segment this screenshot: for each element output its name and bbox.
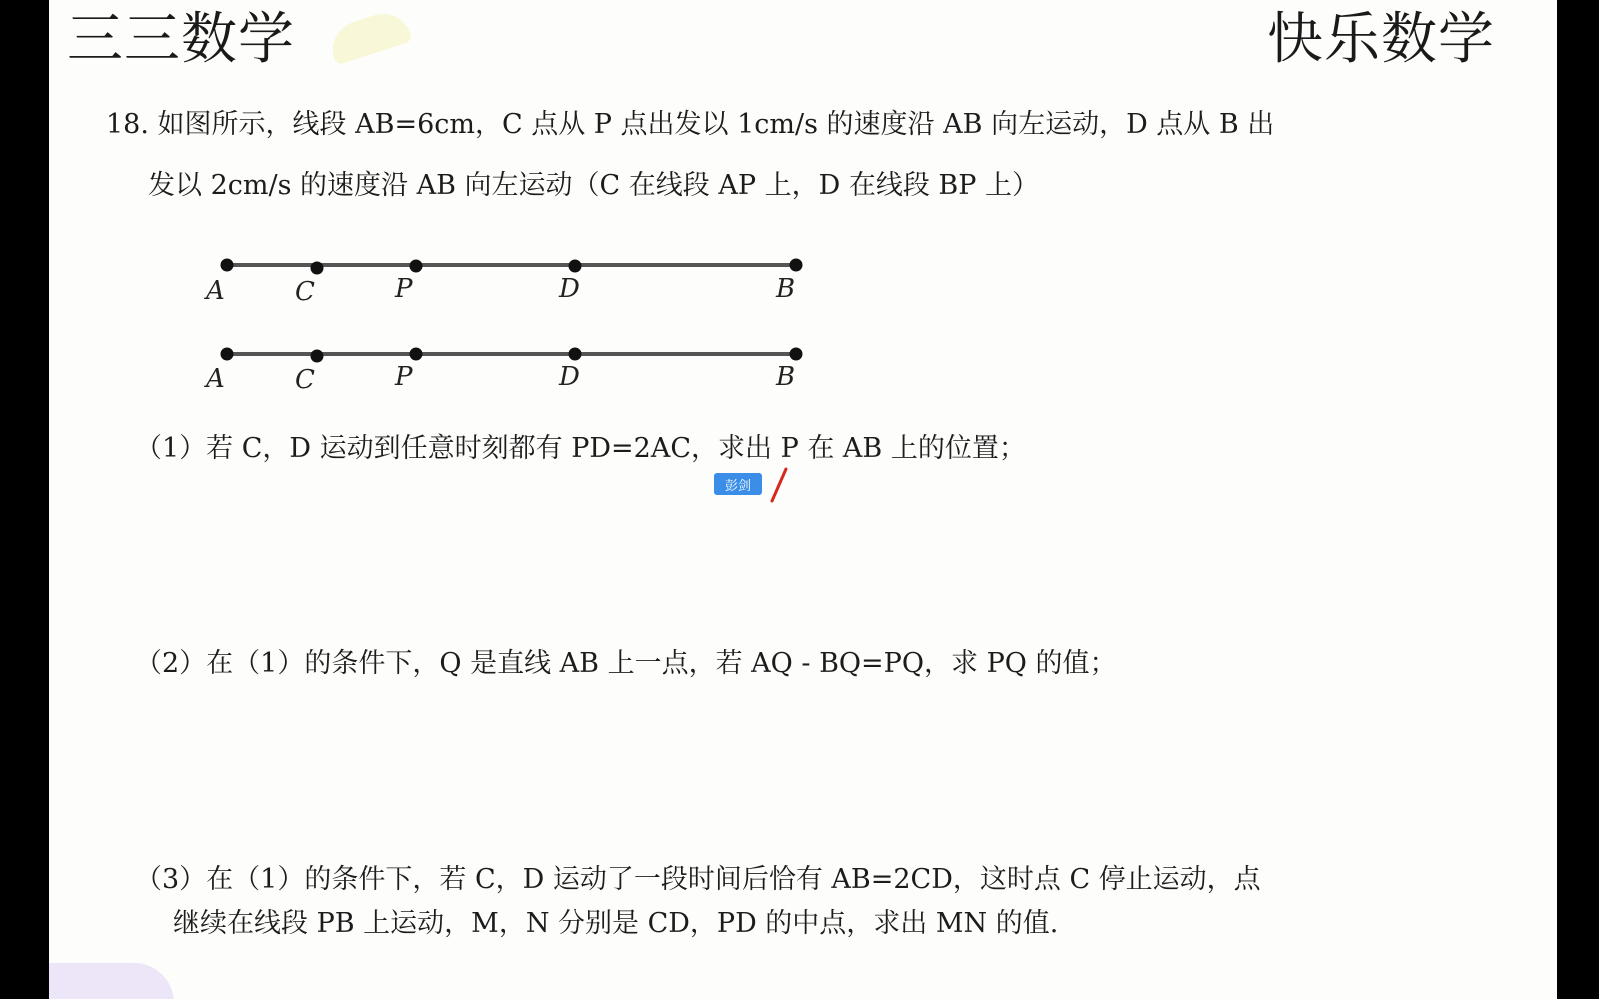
label-c-1: C bbox=[295, 277, 315, 307]
point-p-2 bbox=[410, 348, 423, 361]
point-d-1 bbox=[569, 260, 582, 273]
label-b-1: B bbox=[776, 274, 796, 304]
question-part-1: （1）若 C，D 运动到任意时刻都有 PD=2AC，求出 P 在 AB 上的位置； bbox=[135, 433, 1026, 464]
label-b-2: B bbox=[776, 362, 796, 392]
label-p-1: P bbox=[395, 274, 413, 304]
watermark-left: 三三数学 bbox=[67, 7, 295, 72]
point-c-2 bbox=[311, 350, 324, 363]
point-c-1 bbox=[311, 262, 324, 275]
label-a-1: A bbox=[206, 276, 225, 306]
point-b-1 bbox=[790, 259, 803, 272]
label-d-1: D bbox=[559, 274, 580, 304]
question-part-2: （2）在（1）的条件下，Q 是直线 AB 上一点，若 AQ - BQ=PQ，求 PQ 的值； bbox=[135, 648, 1117, 679]
decorative-highlight bbox=[325, 7, 412, 66]
label-c-2: C bbox=[295, 365, 315, 395]
point-p-1 bbox=[410, 260, 423, 273]
question-part-3-line-1: （3）在（1）的条件下，若 C，D 运动了一段时间后恰有 AB=2CD，这时点 C 停止运动，点 bbox=[135, 864, 1261, 895]
slide-page bbox=[49, 0, 1557, 999]
problem-intro-line-1: 18. 如图所示，线段 AB=6cm，C 点从 P 点出发以 1cm/s 的速度沿 AB 向左运动，D 点从 B 出 bbox=[106, 109, 1275, 140]
decorative-corner bbox=[49, 963, 174, 999]
label-p-2: P bbox=[395, 362, 413, 392]
point-a-1 bbox=[221, 259, 234, 272]
problem-intro-line-2: 发以 2cm/s 的速度沿 AB 向左运动（C 在线段 AP 上，D 在线段 BP 上） bbox=[148, 170, 1039, 201]
label-d-2: D bbox=[559, 362, 580, 392]
watermark-right: 快乐数学 bbox=[1267, 7, 1495, 72]
segment-diagram bbox=[199, 250, 839, 410]
point-d-2 bbox=[569, 348, 582, 361]
segment-line-2 bbox=[204, 348, 803, 396]
label-a-2: A bbox=[206, 364, 225, 394]
point-b-2 bbox=[790, 348, 803, 361]
annotator-badge: 彭剑 bbox=[714, 473, 762, 495]
point-a-2 bbox=[221, 348, 234, 361]
segment-line-1 bbox=[204, 259, 803, 308]
question-part-3-line-2: 继续在线段 PB 上运动，M，N 分别是 CD，PD 的中点，求出 MN 的值. bbox=[173, 908, 1059, 939]
pen-stroke-icon bbox=[764, 465, 794, 505]
